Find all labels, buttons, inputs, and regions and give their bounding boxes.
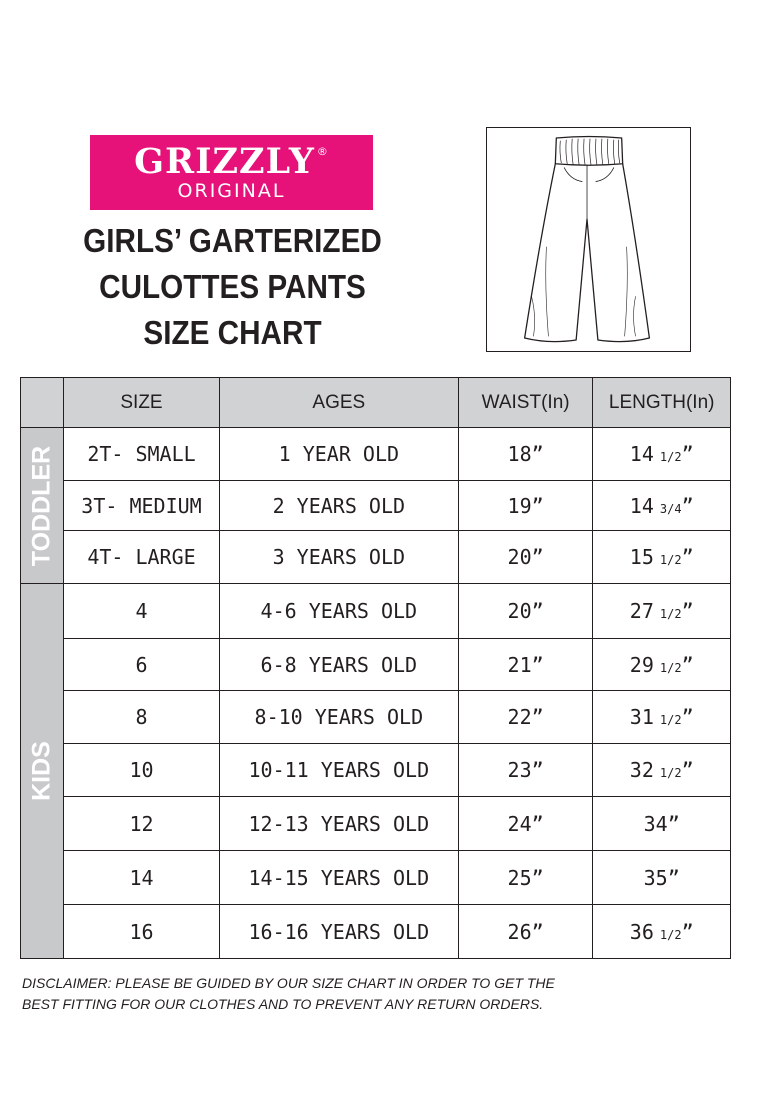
cell-waist: 19” [458, 481, 593, 531]
cell-size: 8 [64, 691, 220, 744]
inch-mark: ” [681, 758, 694, 782]
brand-logo [90, 135, 373, 210]
inch-mark: ” [681, 919, 694, 944]
inch-mark: ” [681, 705, 694, 729]
length-value: 36 [629, 919, 654, 944]
cell-waist: 20” [458, 584, 593, 639]
page-title [59, 218, 406, 356]
cell-length [593, 584, 731, 639]
table-body [21, 428, 731, 959]
cell-size: 6 [64, 639, 220, 691]
length-fraction: 1/2 [659, 713, 682, 727]
table-row [21, 531, 731, 584]
length-value: 14 [629, 442, 654, 466]
table-row [21, 851, 731, 905]
logo-brand-name [90, 141, 373, 182]
cell-length [593, 481, 731, 531]
cell-length [593, 905, 731, 959]
category-toddler [21, 428, 64, 584]
table-row [21, 481, 731, 531]
length-value: 29 [629, 652, 654, 677]
cell-length [593, 851, 731, 905]
header-size: SIZE [64, 378, 220, 428]
cell-waist: 21” [458, 639, 593, 691]
title-line-1: GIRLS’ GARTERIZED [83, 222, 382, 259]
cell-age: 12-13 YEARS OLD [219, 797, 458, 851]
cell-length [593, 428, 731, 481]
inch-mark: ” [681, 545, 694, 569]
cell-waist: 24” [458, 797, 593, 851]
cell-length [593, 639, 731, 691]
logo-brand-text: GRIZZLY [134, 141, 315, 182]
table-row [21, 691, 731, 744]
length-value: 14 [629, 493, 654, 518]
cell-size: 10 [64, 744, 220, 797]
header-ages: AGES [219, 378, 458, 428]
cell-size: 4T- LARGE [64, 531, 220, 584]
pants-illustration [486, 127, 691, 352]
length-fraction: 1/2 [659, 553, 682, 567]
cell-age: 8-10 YEARS OLD [219, 691, 458, 744]
length-value: 35” [643, 865, 680, 890]
table-row [21, 797, 731, 851]
cell-size: 4 [64, 584, 220, 639]
logo-subtitle: ORIGINAL [177, 180, 286, 202]
length-fraction: 1/2 [659, 660, 682, 675]
header-waist: WAIST(In) [458, 378, 593, 428]
length-value: 34” [643, 811, 680, 836]
cell-length [593, 744, 731, 797]
table-row [21, 584, 731, 639]
length-value: 32 [629, 758, 654, 782]
cell-age: 16-16 YEARS OLD [219, 905, 458, 959]
cell-waist: 23” [458, 744, 593, 797]
inch-mark: ” [681, 599, 694, 623]
cell-waist: 26” [458, 905, 593, 959]
length-value: 15 [629, 545, 654, 569]
table-row [21, 905, 731, 959]
length-fraction: 1/2 [659, 927, 682, 942]
cell-age: 3 YEARS OLD [219, 531, 458, 584]
cell-age: 2 YEARS OLD [219, 481, 458, 531]
category-kids [21, 584, 64, 959]
culottes-pants-icon [487, 128, 690, 351]
cell-waist: 25” [458, 851, 593, 905]
cell-length [593, 797, 731, 851]
cell-age: 14-15 YEARS OLD [219, 851, 458, 905]
cell-waist: 20” [458, 531, 593, 584]
registered-mark: ® [316, 145, 329, 158]
cell-age: 10-11 YEARS OLD [219, 744, 458, 797]
table-row [21, 428, 731, 481]
cell-size: 12 [64, 797, 220, 851]
cell-length [593, 531, 731, 584]
disclaimer [22, 973, 582, 1015]
table-row [21, 639, 731, 691]
header-length: LENGTH(In) [593, 378, 731, 428]
disclaimer-line-1: DISCLAIMER: PLEASE BE GUIDED BY OUR SIZE CHART IN ORDER TO GET THE [22, 975, 555, 991]
inch-mark: ” [681, 442, 694, 466]
cell-size: 2T- SMALL [64, 428, 220, 481]
category-label: TODDLER [27, 445, 56, 566]
title-line-3: SIZE CHART [143, 314, 322, 351]
header-corner [21, 378, 64, 428]
length-fraction: 1/2 [659, 766, 682, 780]
length-fraction: 1/2 [659, 450, 682, 464]
cell-age: 6-8 YEARS OLD [219, 639, 458, 691]
cell-age: 1 YEAR OLD [219, 428, 458, 481]
title-line-2: CULOTTES PANTS [99, 268, 366, 305]
cell-size: 14 [64, 851, 220, 905]
cell-length [593, 691, 731, 744]
size-chart-table [20, 377, 731, 959]
table-row [21, 744, 731, 797]
cell-waist: 18” [458, 428, 593, 481]
cell-size: 3T- MEDIUM [64, 481, 220, 531]
inch-mark: ” [681, 493, 694, 518]
category-label: KIDS [27, 741, 56, 801]
length-value: 27 [629, 599, 654, 623]
cell-waist: 22” [458, 691, 593, 744]
table-header-row [21, 378, 731, 428]
length-fraction: 3/4 [659, 501, 682, 516]
cell-age: 4-6 YEARS OLD [219, 584, 458, 639]
inch-mark: ” [681, 652, 694, 677]
length-value: 31 [629, 705, 654, 729]
length-fraction: 1/2 [659, 607, 682, 621]
cell-size: 16 [64, 905, 220, 959]
disclaimer-line-2: BEST FITTING FOR OUR CLOTHES AND TO PREVENT ANY RETURN ORDERS. [22, 996, 544, 1012]
